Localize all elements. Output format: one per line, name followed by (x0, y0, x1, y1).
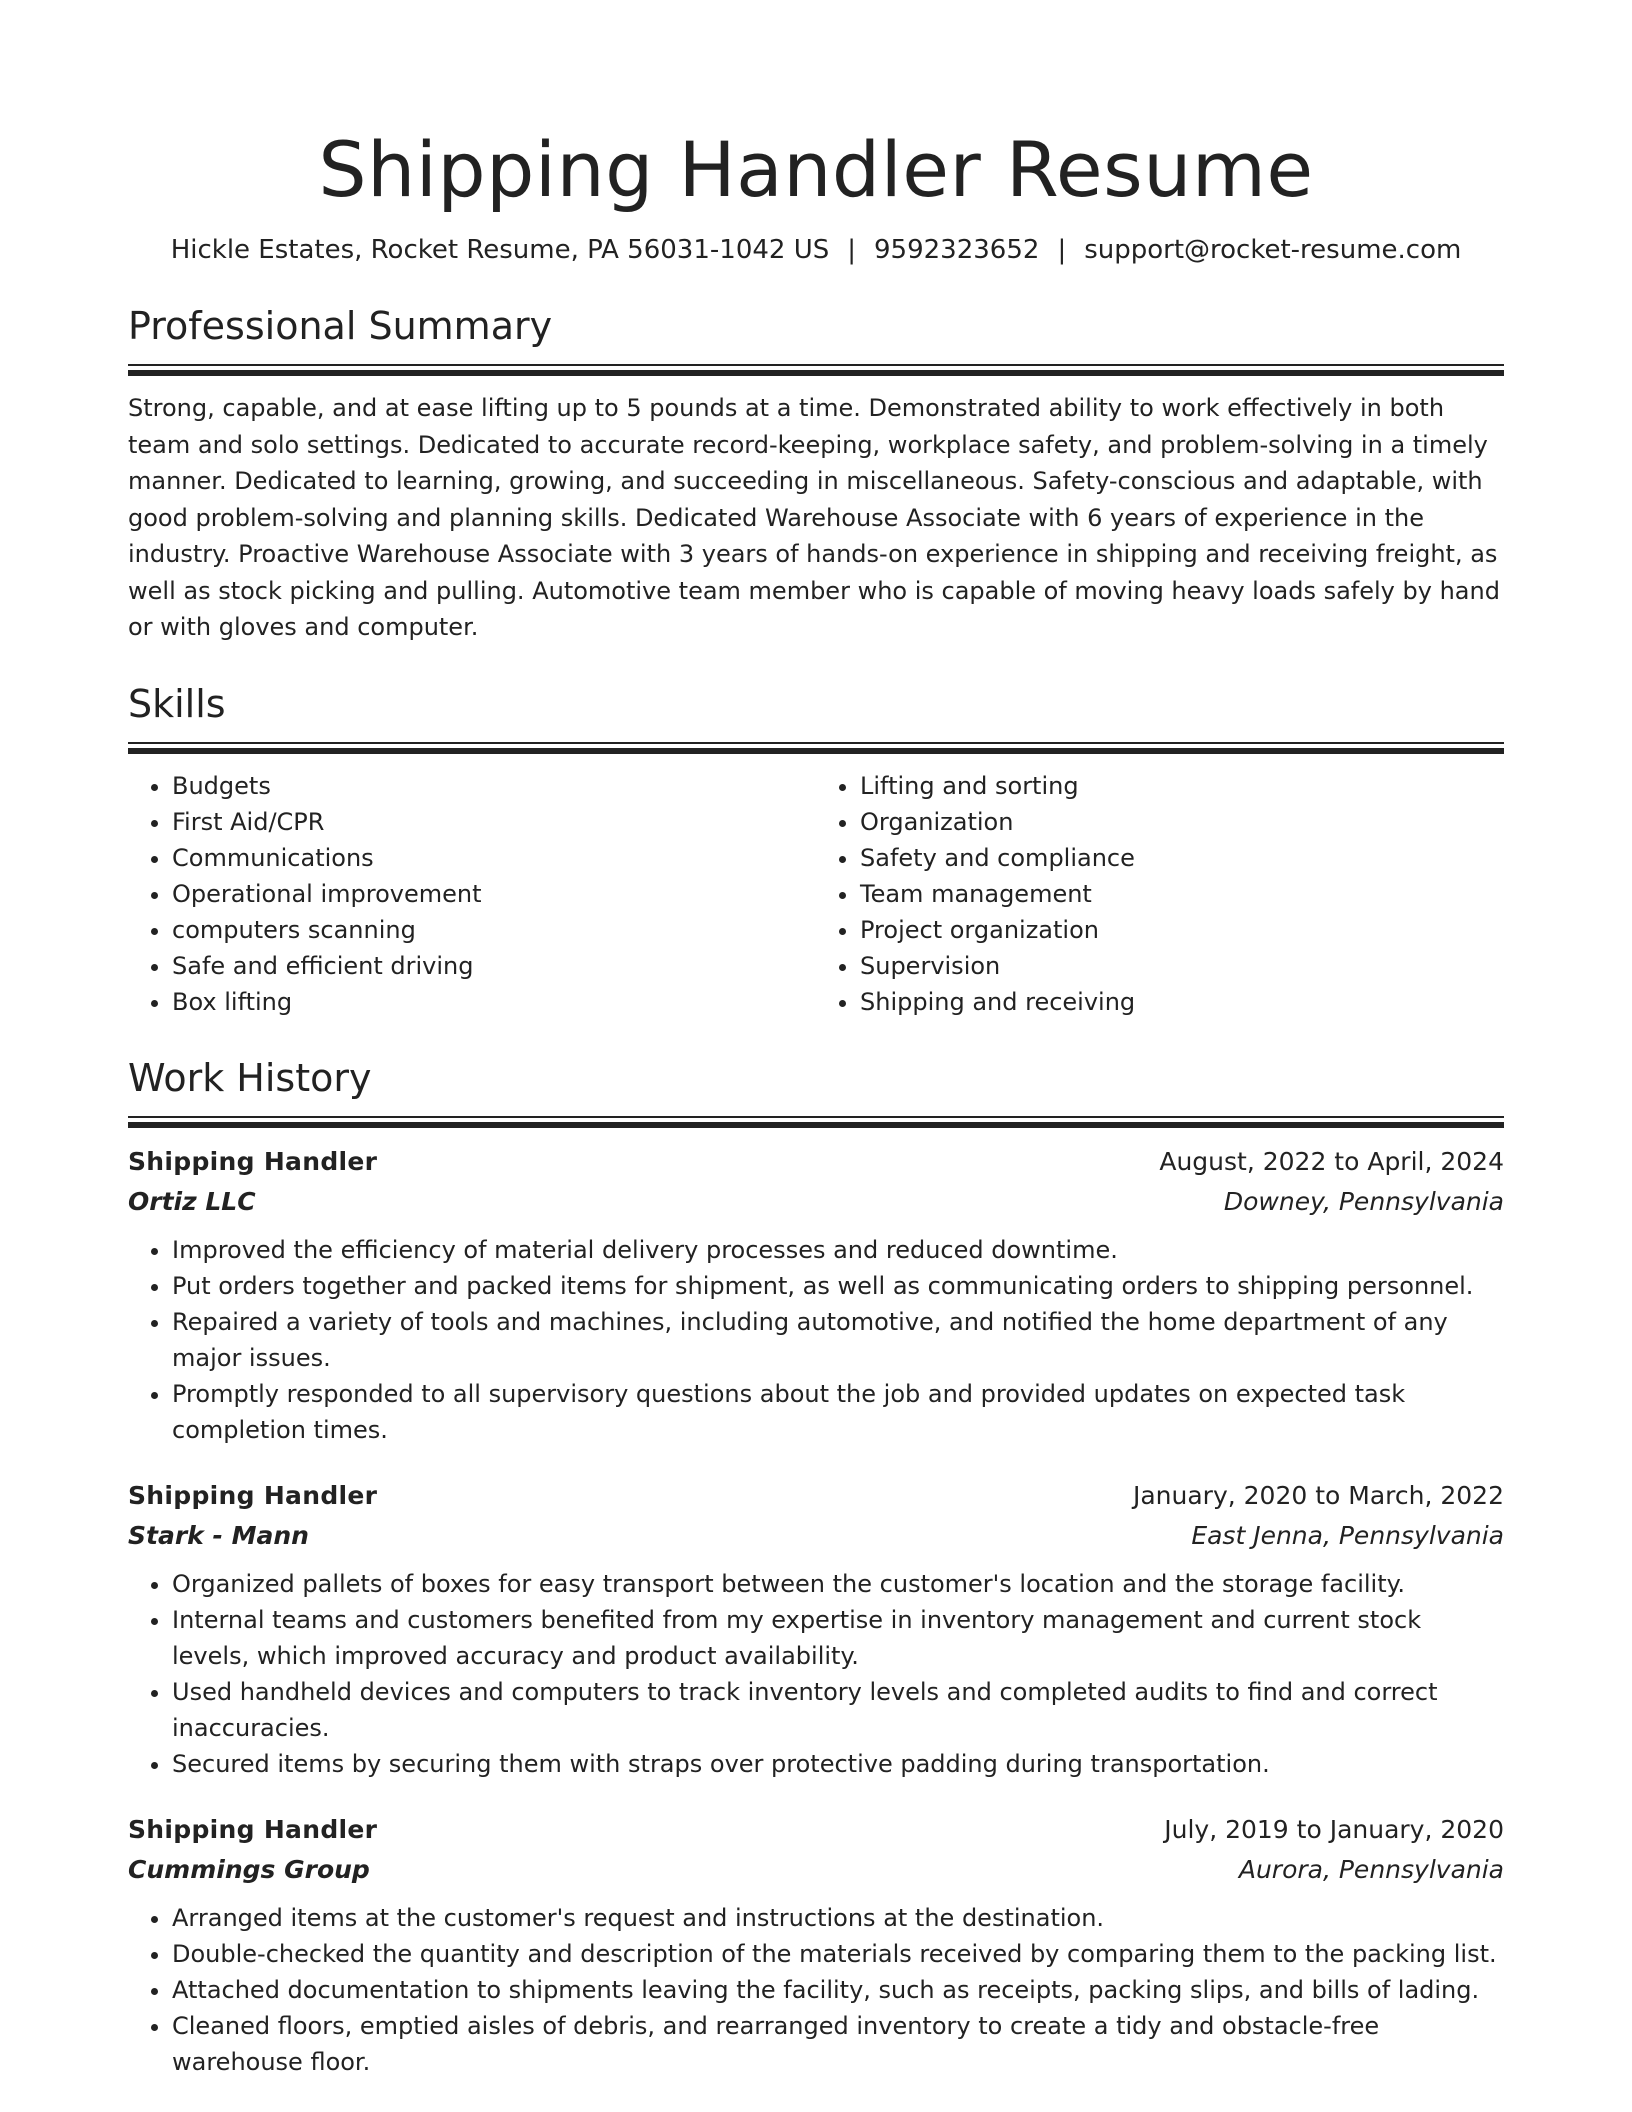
job-location: East Jenna, Pennsylvania (1191, 1520, 1504, 1550)
contact-separator: | (847, 235, 857, 265)
summary-text: Strong, capable, and at ease lifting up to 5 pounds at a time. Demonstrated ability to work effectively in both team and solo settings. Dedicated to accurate record-keeping, workplace safety, and problem-solving in a timely manner. Dedicated to learning, growing, and succeeding in miscellaneous. Safety-conscious and adaptable, with good problem-solving and planning skills. Dedicated Warehouse Associate with 6 years of experience in the industry. Proactive Warehouse Associate with 3 years of hands-on experience in shipping and receiving freight, as well as stock picking and pulling. Automotive team member who is capable of moving heavy loads safely by hand or with gloves and computer. (128, 394, 1500, 641)
job-bullet: • Arranged items at the customer's request and instructions at the destination. (172, 1900, 1504, 1936)
job-location: Downey, Pennsylvania (1223, 1186, 1504, 1216)
contact-separator: | (1057, 235, 1067, 265)
job-bullet: • Organized pallets of boxes for easy transport between the customer's location and the storage facility. (172, 1566, 1504, 1602)
job-dates: August, 2022 to April, 2024 (1159, 1146, 1504, 1176)
skill-item: • Safety and compliance (860, 840, 1504, 876)
skill-item: • Project organization (860, 912, 1504, 948)
job-location: Aurora, Pennsylvania (1238, 1854, 1504, 1884)
skills-columns (128, 768, 1504, 1020)
skill-item: • computers scanning (172, 912, 816, 948)
job-bullets (128, 1900, 1504, 2080)
job-header (128, 1476, 1504, 1516)
skill-item: • Operational improvement (172, 876, 816, 912)
job-title: Shipping Handler (128, 1814, 378, 1844)
job-dates: July, 2019 to January, 2020 (1164, 1814, 1504, 1844)
job-bullet: • Secured items by securing them with straps over protective padding during transportation. (172, 1746, 1504, 1782)
job-bullet: • Improved the efficiency of material delivery processes and reduced downtime. (172, 1232, 1504, 1268)
contact-phone: 9592323652 (874, 235, 1040, 265)
job-subheader (128, 1516, 1504, 1556)
job-title: Shipping Handler (128, 1480, 378, 1510)
job-bullet: • Used handheld devices and computers to track inventory levels and completed audits to find and correct inaccuracies. (172, 1674, 1504, 1746)
job-subheader (128, 1182, 1504, 1222)
job-bullet: • Internal teams and customers benefited from my expertise in inventory management and current stock levels, which improved accuracy and product availability. (172, 1602, 1504, 1674)
skills-list-right (816, 768, 1504, 1020)
section-work-history (128, 1054, 1504, 2080)
section-skills (128, 680, 1504, 1020)
job-subheader (128, 1850, 1504, 1890)
job-bullets (128, 1232, 1504, 1448)
job-company: Ortiz LLC (128, 1186, 256, 1216)
job-bullet: • Put orders together and packed items for shipment, as well as communicating orders to shipping personnel. (172, 1268, 1504, 1304)
job-entry (128, 1810, 1504, 2080)
job-company: Cummings Group (128, 1854, 370, 1884)
contact-email: support@rocket-resume.com (1084, 235, 1462, 265)
job-bullet: • Attached documentation to shipments leaving the facility, such as receipts, packing slips, and bills of lading. (172, 1972, 1504, 2008)
page-title: Shipping Handler Resume (318, 125, 1314, 214)
job-header (128, 1810, 1504, 1850)
skill-item: • Shipping and receiving (860, 984, 1504, 1020)
job-bullet: • Repaired a variety of tools and machines, including automotive, and notified the home department of any major issues. (172, 1304, 1504, 1376)
skill-item: • First Aid/CPR (172, 804, 816, 840)
section-heading-skills: Skills (128, 681, 226, 726)
section-heading-work-history: Work History (128, 1055, 372, 1100)
job-bullet: • Double-checked the quantity and description of the materials received by comparing them to the packing list. (172, 1936, 1504, 1972)
skill-item: • Budgets (172, 768, 816, 804)
job-entry (128, 1142, 1504, 1448)
section-professional-summary (128, 302, 1504, 646)
section-divider (128, 364, 1504, 376)
skills-list-left (128, 768, 816, 1020)
skill-item: • Communications (172, 840, 816, 876)
job-bullets (128, 1566, 1504, 1782)
job-dates: January, 2020 to March, 2022 (1132, 1480, 1504, 1510)
section-divider (128, 742, 1504, 754)
job-header (128, 1142, 1504, 1182)
job-company: Stark - Mann (128, 1520, 309, 1550)
skill-item: • Organization (860, 804, 1504, 840)
job-title: Shipping Handler (128, 1146, 378, 1176)
skill-item: • Supervision (860, 948, 1504, 984)
job-entry (128, 1476, 1504, 1782)
contact-address: Hickle Estates, Rocket Resume, PA 56031-1042 US (170, 235, 830, 265)
skill-item: • Lifting and sorting (860, 768, 1504, 804)
section-divider (128, 1116, 1504, 1128)
job-bullet: • Promptly responded to all supervisory questions about the job and provided updates on expected task completion times. (172, 1376, 1504, 1448)
contact-line (128, 232, 1504, 268)
skill-item: • Box lifting (172, 984, 816, 1020)
section-heading-summary: Professional Summary (128, 304, 553, 348)
skill-item: • Safe and efficient driving (172, 948, 816, 984)
job-bullet: • Cleaned floors, emptied aisles of debris, and rearranged inventory to create a tidy and obstacle-free warehouse floor. (172, 2008, 1504, 2080)
skill-item: • Team management (860, 876, 1504, 912)
